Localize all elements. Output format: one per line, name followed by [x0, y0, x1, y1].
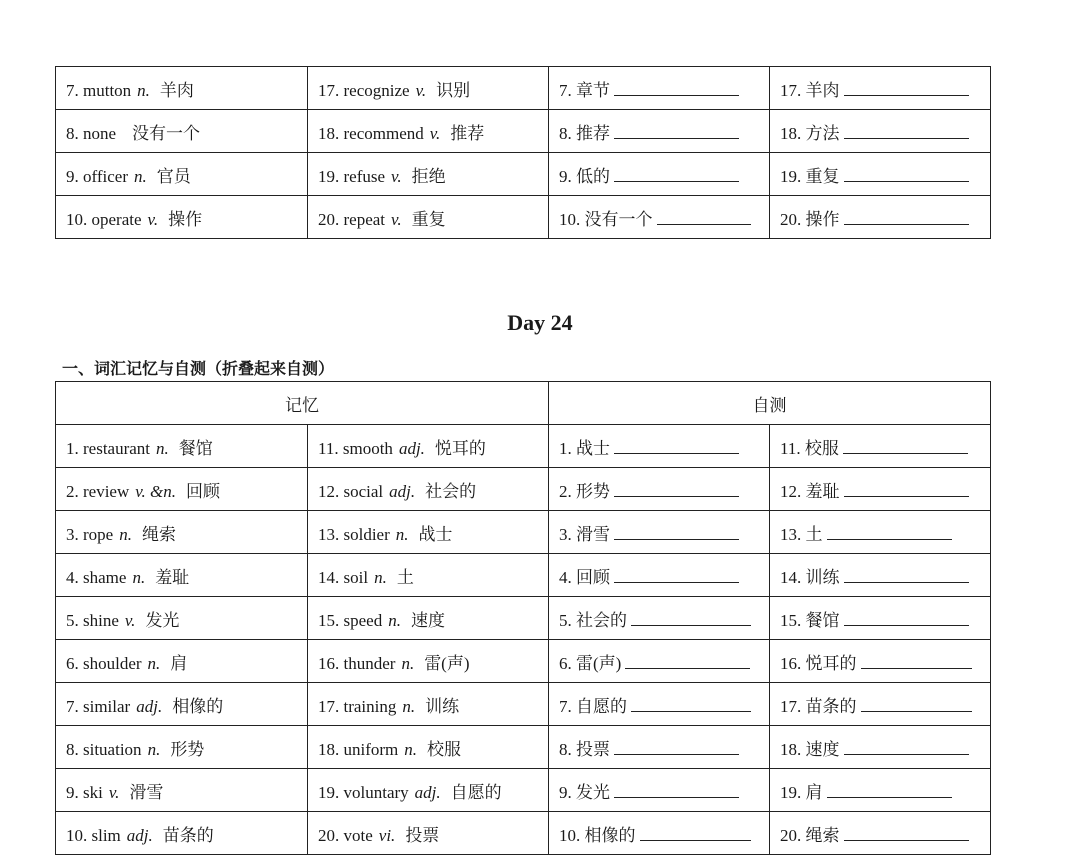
answer-blank[interactable]: [844, 823, 969, 841]
previous-day-vocab-body: [56, 67, 991, 239]
english-word: 16. thunder: [318, 653, 396, 673]
part-of-speech: adj.: [398, 438, 425, 458]
vocab-entry: [56, 511, 308, 554]
english-word: 17. training: [318, 696, 397, 716]
table-header-row: [56, 382, 991, 425]
self-test-prompt: 7. 自愿的: [559, 696, 627, 716]
self-test-prompt: 19. 重复: [780, 166, 840, 186]
chinese-meaning: 官员: [156, 166, 191, 186]
english-word: 12. social: [318, 481, 384, 501]
part-of-speech: v. &n.: [135, 481, 177, 501]
english-word: 8. situation: [66, 739, 142, 759]
part-of-speech: n.: [402, 696, 416, 716]
self-test-entry: [770, 812, 991, 855]
part-of-speech: n.: [132, 567, 146, 587]
chinese-meaning: 悦耳的: [434, 438, 486, 458]
self-test-prompt: 10. 相像的: [559, 825, 636, 845]
vocab-entry: [56, 597, 308, 640]
vocab-entry: [56, 425, 308, 468]
chinese-meaning: 发光: [145, 610, 180, 630]
answer-blank[interactable]: [827, 522, 952, 540]
english-word: 18. uniform: [318, 739, 399, 759]
part-of-speech: v.: [429, 123, 441, 143]
english-word: 14. soil: [318, 567, 369, 587]
chinese-meaning: 雷(声): [424, 653, 470, 673]
table-row: [56, 511, 991, 554]
self-test-entry: [770, 597, 991, 640]
part-of-speech: n.: [401, 653, 415, 673]
table-row: [56, 153, 991, 196]
answer-blank[interactable]: [844, 121, 969, 139]
self-test-entry: [770, 468, 991, 511]
self-test-prompt: 9. 发光: [559, 782, 610, 802]
self-test-prompt: 11. 校服: [780, 438, 839, 458]
english-word: 9. officer: [66, 166, 128, 186]
english-word: 17. recognize: [318, 80, 410, 100]
vocab-entry: [308, 597, 549, 640]
answer-blank[interactable]: [614, 121, 739, 139]
chinese-meaning: 肩: [170, 653, 188, 673]
part-of-speech: n.: [137, 80, 150, 100]
chinese-meaning: 操作: [168, 209, 203, 229]
chinese-meaning: 社会的: [425, 481, 477, 501]
english-word: 7. mutton: [66, 80, 132, 100]
chinese-meaning: 相像的: [172, 696, 224, 716]
chinese-meaning: 滑雪: [129, 782, 164, 802]
table-row: [56, 769, 991, 812]
part-of-speech: v.: [391, 166, 402, 186]
table-row: [56, 196, 991, 239]
english-word: 15. speed: [318, 610, 383, 630]
chinese-meaning: 速度: [410, 610, 445, 630]
self-test-entry: [549, 554, 770, 597]
chinese-meaning: 绳索: [141, 524, 176, 544]
vocab-entry: [56, 683, 308, 726]
english-word: 1. restaurant: [66, 438, 151, 458]
vocab-entry: [308, 683, 549, 726]
self-test-entry: [770, 511, 991, 554]
vocab-entry: [308, 511, 549, 554]
table-row: [56, 683, 991, 726]
answer-blank[interactable]: [614, 164, 739, 182]
table-row: [56, 554, 991, 597]
english-word: 7. similar: [66, 696, 131, 716]
english-word: 4. shame: [66, 567, 127, 587]
self-test-entry: [549, 683, 770, 726]
part-of-speech: adj.: [389, 481, 416, 501]
vocab-entry: [56, 769, 308, 812]
vocab-entry: [308, 554, 549, 597]
answer-blank[interactable]: [631, 694, 751, 712]
self-test-prompt: 8. 推荐: [559, 123, 610, 143]
self-test-entry: [770, 640, 991, 683]
self-test-prompt: 13. 土: [780, 524, 823, 544]
english-word: 20. repeat: [318, 209, 386, 229]
answer-blank[interactable]: [844, 608, 969, 626]
self-test-prompt: 4. 回顾: [559, 567, 610, 587]
self-test-prompt: 19. 肩: [780, 782, 823, 802]
answer-blank[interactable]: [614, 522, 739, 540]
self-test-prompt: 17. 羊肉: [780, 80, 840, 100]
chinese-meaning: 土: [396, 567, 414, 587]
self-test-prompt: 20. 绳索: [780, 825, 840, 845]
answer-blank[interactable]: [844, 737, 969, 755]
answer-blank[interactable]: [614, 479, 739, 497]
chinese-meaning: 战士: [418, 524, 453, 544]
self-test-entry: [549, 110, 770, 153]
chinese-meaning: 推荐: [450, 123, 485, 143]
self-test-entry: [549, 597, 770, 640]
chinese-meaning: 训练: [425, 696, 460, 716]
self-test-entry: [770, 769, 991, 812]
english-word: 18. recommend: [318, 123, 424, 143]
day24-vocab-table: [55, 381, 991, 855]
self-test-prompt: 20. 操作: [780, 209, 840, 229]
vocab-entry: [56, 110, 308, 153]
day24-vocab-body: [56, 382, 991, 855]
part-of-speech: v.: [147, 209, 159, 229]
self-test-prompt: 5. 社会的: [559, 610, 627, 630]
table-row: [56, 468, 991, 511]
english-word: 8. none: [66, 123, 117, 143]
self-test-entry: [549, 769, 770, 812]
answer-blank[interactable]: [614, 780, 739, 798]
self-test-entry: [549, 468, 770, 511]
chinese-meaning: 没有一个: [132, 123, 201, 143]
part-of-speech: vi.: [378, 825, 396, 845]
chinese-meaning: 餐馆: [178, 438, 213, 458]
vocab-entry: [56, 153, 308, 196]
vocab-entry: [56, 812, 308, 855]
chinese-meaning: 拒绝: [411, 166, 446, 186]
vocab-entry: [308, 769, 549, 812]
self-test-prompt: 17. 苗条的: [780, 696, 857, 716]
vocab-entry: [308, 640, 549, 683]
previous-day-vocab-table: [55, 66, 991, 239]
chinese-meaning: 回顾: [186, 481, 221, 501]
chinese-meaning: 苗条的: [162, 825, 214, 845]
vocab-entry: [308, 425, 549, 468]
answer-blank[interactable]: [844, 78, 969, 96]
answer-blank[interactable]: [631, 608, 751, 626]
english-word: 6. shoulder: [66, 653, 142, 673]
memory-header: 记忆: [56, 382, 549, 425]
english-word: 10. slim: [66, 825, 121, 845]
section-title: 一、词汇记忆与自测（折叠起来自测）: [62, 359, 335, 378]
answer-blank[interactable]: [614, 565, 739, 583]
answer-blank[interactable]: [844, 565, 969, 583]
self-test-entry: [770, 683, 991, 726]
english-word: 13. soldier: [318, 524, 390, 544]
self-test-entry: [549, 196, 770, 239]
vocab-entry: [56, 468, 308, 511]
self-test-prompt: 7. 章节: [559, 80, 610, 100]
vocab-entry: [308, 468, 549, 511]
self-test-prompt: 2. 形势: [559, 481, 610, 501]
self-test-prompt: 16. 悦耳的: [780, 653, 857, 673]
part-of-speech: n.: [147, 653, 161, 673]
self-test-entry: [549, 726, 770, 769]
chinese-meaning: 形势: [170, 739, 205, 759]
vocab-entry: [308, 67, 549, 110]
table-row: [56, 597, 991, 640]
self-test-entry: [549, 812, 770, 855]
answer-blank[interactable]: [827, 780, 952, 798]
vocab-entry: [308, 110, 549, 153]
table-row: [56, 812, 991, 855]
self-test-header: 自测: [549, 382, 991, 425]
answer-blank[interactable]: [657, 207, 751, 225]
part-of-speech: v.: [391, 209, 402, 229]
self-test-entry: [549, 153, 770, 196]
answer-blank[interactable]: [614, 436, 739, 454]
chinese-meaning: 羞耻: [155, 567, 190, 587]
self-test-prompt: 6. 雷(声): [559, 653, 622, 673]
part-of-speech: n.: [147, 739, 161, 759]
vocab-entry: [308, 153, 549, 196]
self-test-entry: [770, 425, 991, 468]
english-word: 20. vote: [318, 825, 373, 845]
part-of-speech: n.: [388, 610, 401, 630]
part-of-speech: n.: [404, 739, 418, 759]
self-test-prompt: 12. 羞耻: [780, 481, 840, 501]
chinese-meaning: 羊肉: [159, 80, 194, 100]
part-of-speech: n.: [134, 166, 147, 186]
chinese-meaning: 自愿的: [450, 782, 502, 802]
part-of-speech: adj.: [126, 825, 153, 845]
table-row: [56, 640, 991, 683]
table-row: [56, 425, 991, 468]
chinese-meaning: 重复: [411, 209, 446, 229]
chinese-meaning: 识别: [436, 80, 471, 100]
chinese-meaning: 投票: [405, 825, 440, 845]
answer-blank[interactable]: [844, 164, 969, 182]
answer-blank[interactable]: [844, 207, 969, 225]
part-of-speech: n.: [156, 438, 169, 458]
self-test-prompt: 1. 战士: [559, 438, 610, 458]
vocab-entry: [56, 196, 308, 239]
part-of-speech: adj.: [136, 696, 163, 716]
self-test-entry: [770, 554, 991, 597]
self-test-prompt: 14. 训练: [780, 567, 840, 587]
part-of-speech: v.: [124, 610, 136, 630]
part-of-speech: n.: [374, 567, 387, 587]
english-word: 19. voluntary: [318, 782, 409, 802]
answer-blank[interactable]: [861, 694, 972, 712]
answer-blank[interactable]: [625, 651, 750, 669]
answer-blank[interactable]: [640, 823, 751, 841]
self-test-prompt: 8. 投票: [559, 739, 610, 759]
part-of-speech: v.: [415, 80, 427, 100]
english-word: 11. smooth: [318, 438, 393, 458]
vocab-entry: [56, 67, 308, 110]
english-word: 3. rope: [66, 524, 114, 544]
self-test-prompt: 18. 方法: [780, 123, 840, 143]
answer-blank[interactable]: [614, 737, 739, 755]
answer-blank[interactable]: [843, 436, 968, 454]
part-of-speech: v.: [108, 782, 120, 802]
self-test-entry: [770, 153, 991, 196]
self-test-entry: [549, 67, 770, 110]
table-row: [56, 110, 991, 153]
self-test-entry: [770, 110, 991, 153]
table-row: [56, 726, 991, 769]
self-test-prompt: 18. 速度: [780, 739, 840, 759]
vocab-entry: [56, 640, 308, 683]
english-word: 5. shine: [66, 610, 119, 630]
part-of-speech: n.: [395, 524, 409, 544]
self-test-entry: [770, 726, 991, 769]
self-test-prompt: 3. 滑雪: [559, 524, 610, 544]
english-word: 19. refuse: [318, 166, 386, 186]
self-test-entry: [770, 67, 991, 110]
self-test-entry: [770, 196, 991, 239]
english-word: 10. operate: [66, 209, 142, 229]
part-of-speech: adj.: [414, 782, 441, 802]
part-of-speech: n.: [119, 524, 132, 544]
self-test-entry: [549, 640, 770, 683]
table-row: [56, 67, 991, 110]
self-test-entry: [549, 425, 770, 468]
vocab-entry: [308, 812, 549, 855]
chinese-meaning: 校服: [427, 739, 462, 759]
english-word: 9. ski: [66, 782, 103, 802]
self-test-prompt: 9. 低的: [559, 166, 610, 186]
answer-blank[interactable]: [844, 479, 969, 497]
self-test-entry: [549, 511, 770, 554]
day-title: Day 24: [507, 310, 573, 335]
answer-blank[interactable]: [614, 78, 739, 96]
english-word: 2. review: [66, 481, 130, 501]
vocab-entry: [56, 726, 308, 769]
self-test-prompt: 10. 没有一个: [559, 209, 653, 229]
vocab-entry: [308, 726, 549, 769]
answer-blank[interactable]: [861, 651, 972, 669]
vocab-entry: [308, 196, 549, 239]
vocab-entry: [56, 554, 308, 597]
self-test-prompt: 15. 餐馆: [780, 610, 840, 630]
